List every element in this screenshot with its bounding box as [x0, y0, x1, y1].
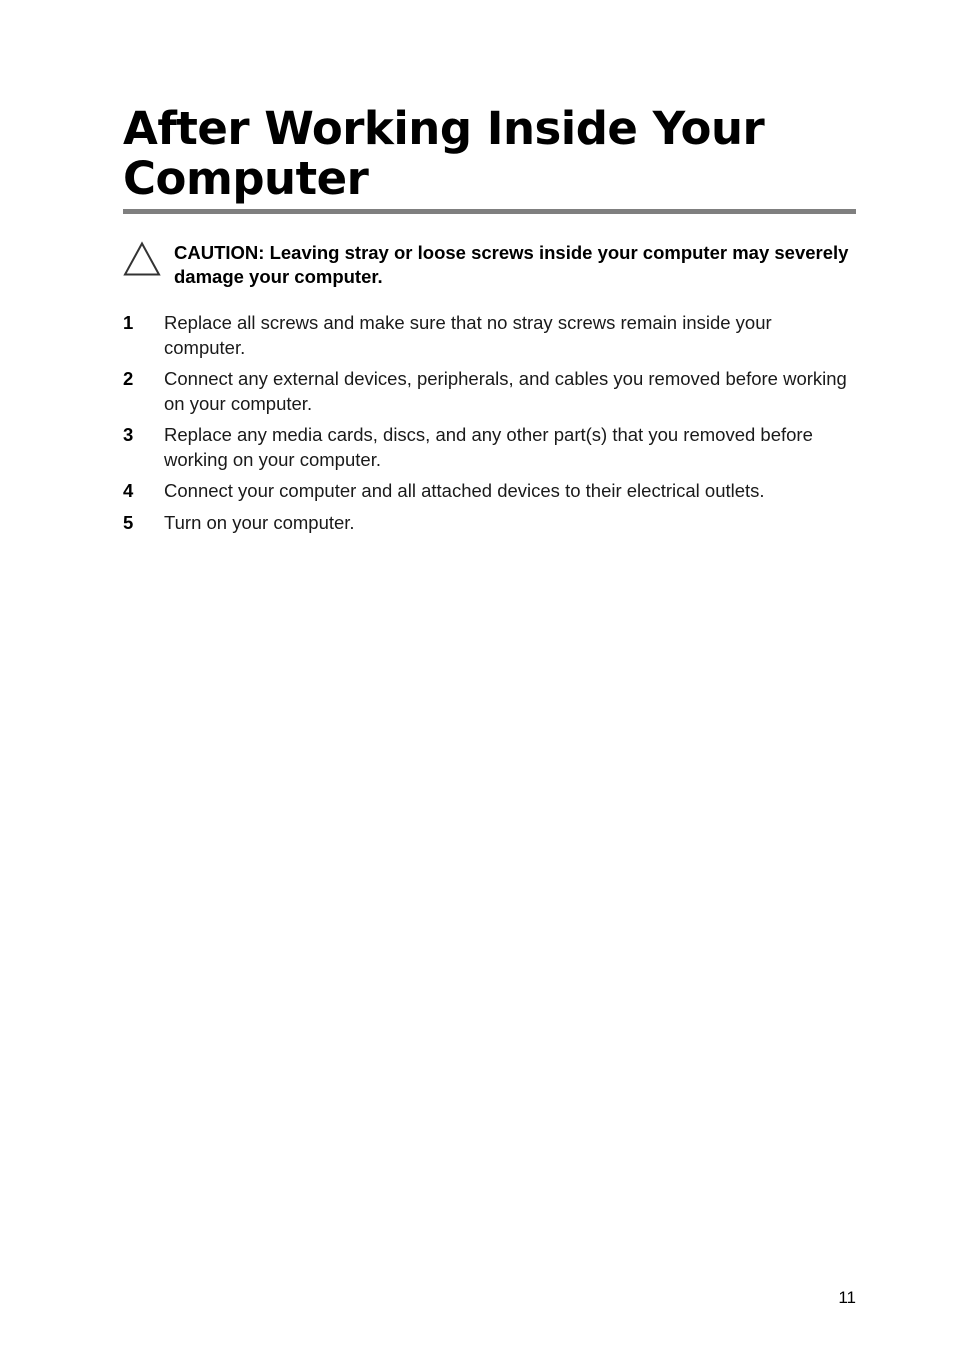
step-item [123, 311, 856, 360]
step-number: 3 [123, 424, 134, 445]
step-item [123, 367, 856, 416]
steps-list [123, 311, 856, 542]
step-number: 1 [123, 312, 134, 333]
page-number: 11 [838, 1288, 856, 1307]
caution-triangle-icon [123, 241, 161, 277]
step-text: Turn on your computer. [164, 511, 355, 533]
step-number: 5 [123, 511, 134, 533]
step-text: Connect any external devices, peripherals, and cables you removed before working on your computer. [164, 368, 847, 414]
step-text: Replace all screws and make sure that no stray screws remain inside your computer. [164, 312, 772, 358]
step-item [123, 479, 856, 504]
step-item [123, 423, 856, 472]
step-item [123, 511, 856, 536]
caution-text: CAUTION: Leaving stray or loose screws inside your computer may severely damage your computer. [174, 242, 849, 287]
step-number: 4 [123, 480, 134, 501]
title-underline-rule [123, 209, 856, 214]
page-title: After Working Inside Your Computer [123, 102, 765, 205]
step-text: Connect your computer and all attached devices to their electrical outlets. [164, 480, 765, 501]
step-text: Replace any media cards, discs, and any other part(s) that you removed before working on your computer. [164, 424, 813, 470]
step-number: 2 [123, 368, 134, 389]
